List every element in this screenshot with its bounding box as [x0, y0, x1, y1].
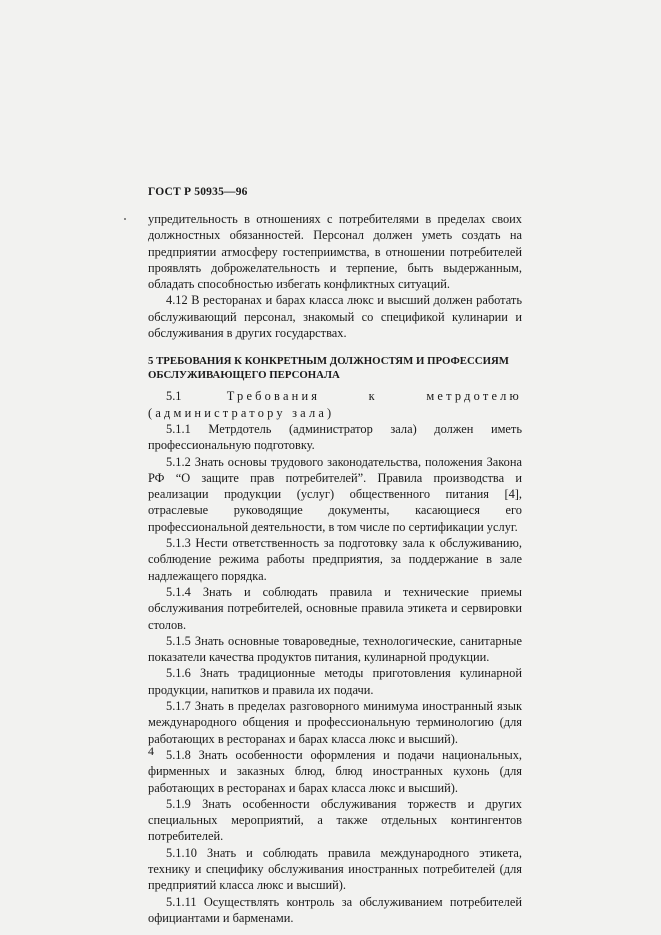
page-number: 4 [148, 744, 154, 758]
subsection-number: 5.1 [166, 389, 182, 404]
item-5-1-9: 5.1.9 Знать особенности обслуживания торжеств и других специальных мероприятий, а также отдельных контингентов потребителей. [148, 796, 522, 844]
paragraph-continued: упредительность в отношениях с потребителями в пределах своих должностных обязанностей. Персонал должен уметь создать на предприятии атмосферу гостеприимства, в отношении потребителей проявлять доброжелательность и терпение, быть выдержанным, обладать способностью избегать конфликтных ситуаций. [148, 212, 522, 292]
document-body [148, 211, 522, 926]
item-5-1-8: 5.1.8 Знать особенности оформления и подачи национальных, фирменных и заказных блюд, блюд иностранных кухонь (для работающих в ресторанах и барах класса люкс и высший). [148, 747, 522, 795]
item-5-1-6: 5.1.6 Знать традиционные методы приготовления кулинарной продукции, напитков и правила их подачи. [148, 666, 522, 697]
scan-speck [124, 218, 126, 220]
item-5-1-7: 5.1.7 Знать в пределах разговорного минимума иностранный язык международного общения и профессиональную терминологию (для работающих в ресторанах и барах класса люкс и высший). [148, 699, 522, 746]
item-5-1-10: 5.1.10 Знать и соблюдать правила международного этикета, технику и специфику обслуживания иностранных потребителей (для предприятий класса люкс и высший). [148, 845, 522, 893]
item-5-1-1: 5.1.1 Метрдотель (администратор зала) должен иметь профессиональную подготовку. [148, 421, 522, 453]
section-heading [148, 355, 522, 382]
paragraph-4-12: 4.12 В ресторанах и барах класса люкс и высший должен работать обслуживающий персонал, знакомый со спецификой кулинарии и обслуживания в других государствах. [148, 293, 522, 341]
subsection-heading [148, 388, 522, 421]
item-5-1-11: 5.1.11 Осуществлять контроль за обслуживанием потребителей официантами и барменами. [148, 894, 522, 925]
standard-header: ГОСТ Р 50935—96 [148, 186, 248, 198]
item-5-1-2: 5.1.2 Знать основы трудового законодательства, положения Закона РФ “О защите прав потребителей”. Правила производства и реализации продукции (услуг) общественного питания [4], отраслевые руководящие документы, касающиеся его профессиональной деятельности, в том числе по сертификации услуг. [148, 454, 522, 534]
subsection-title: Требования к метрдотелю (администратору зала) [148, 389, 522, 420]
section-heading-line1: 5 ТРЕБОВАНИЯ К КОНКРЕТНЫМ ДОЛЖНОСТЯМ И ПРОФЕССИЯМ [148, 355, 509, 368]
item-5-1-4: 5.1.4 Знать и соблюдать правила и технические приемы обслуживания потребителей, основные правила этикета и сервировки столов. [148, 584, 522, 632]
section-heading-line2: ОБСЛУЖИВАЮЩЕГО ПЕРСОНАЛА [148, 368, 340, 381]
item-5-1-5: 5.1.5 Знать основные товароведные, технологические, санитарные показатели качества продуктов питания, кулинарной продукции. [148, 633, 522, 665]
item-5-1-3: 5.1.3 Нести ответственность за подготовку зала к обслуживанию, соблюдение режима работы предприятия, за поддержание в зале надлежащего порядка. [148, 536, 522, 583]
